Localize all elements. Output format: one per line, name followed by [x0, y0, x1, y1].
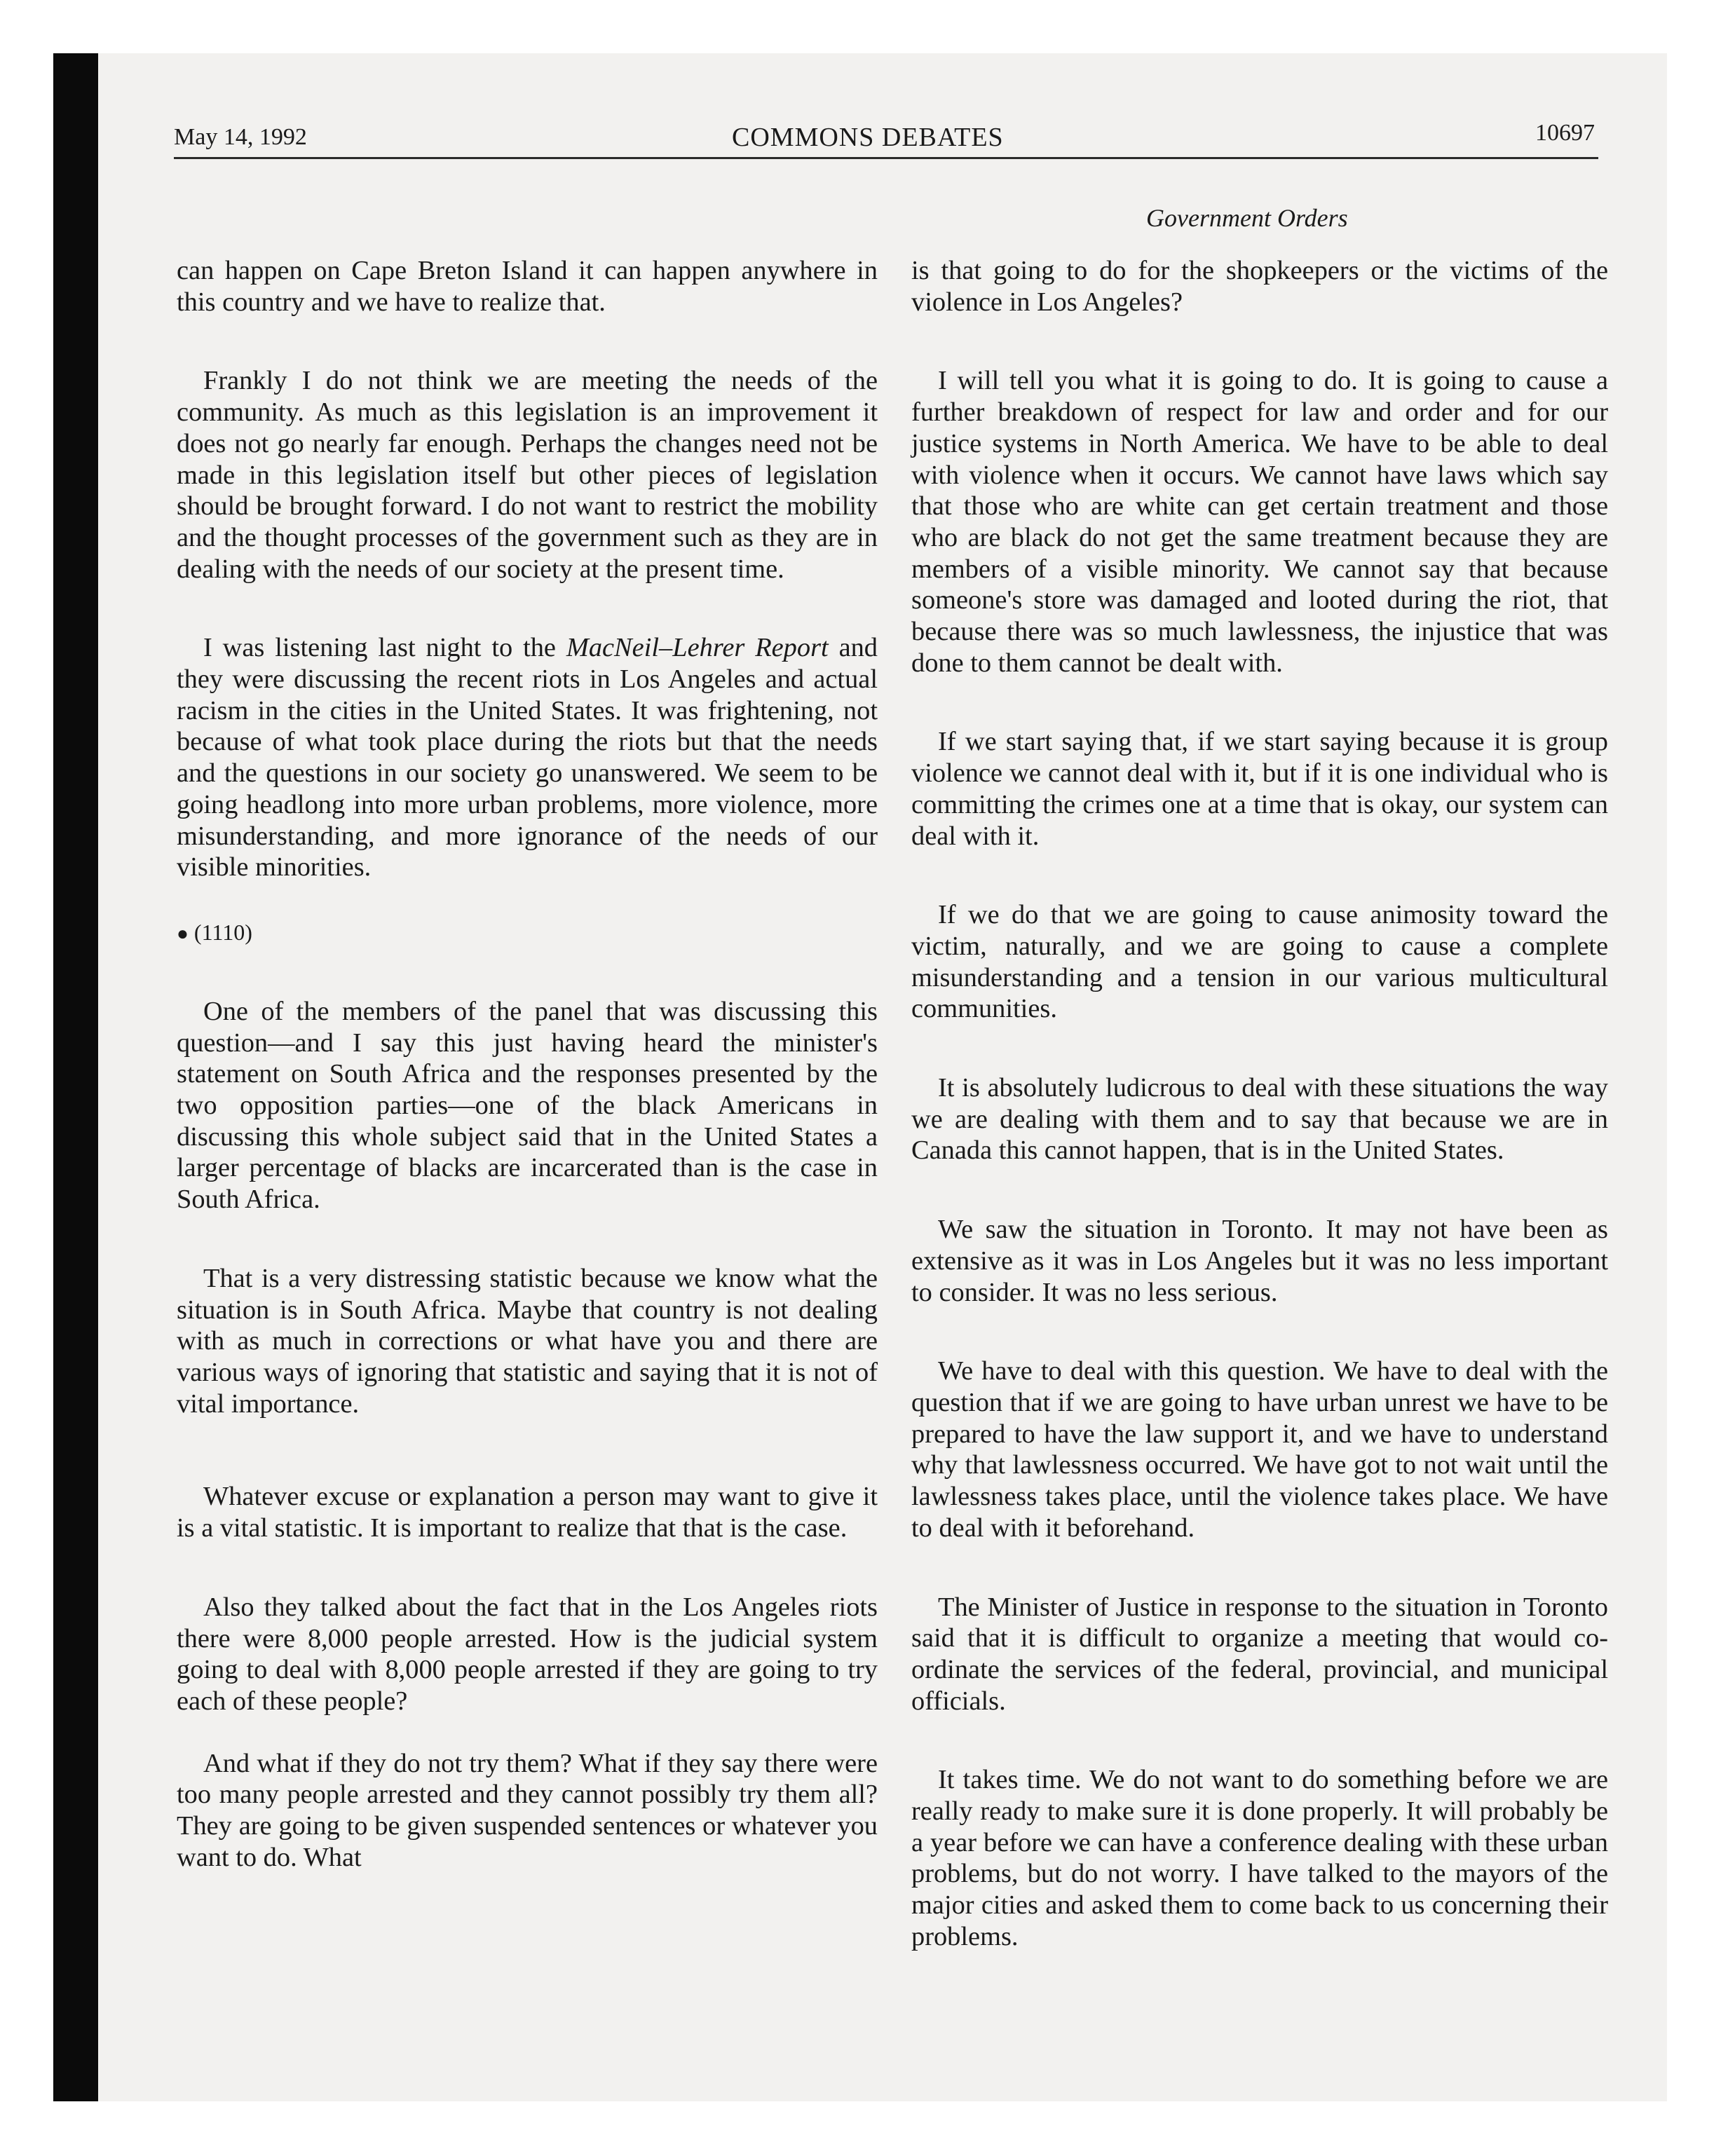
left-column	[177, 255, 878, 1873]
paragraph: If we do that we are going to cause animosity toward the victim, naturally, and we are going to cause a complete misunderstanding and a tension in our various multicultural communities.	[911, 900, 1608, 1024]
paragraph: The Minister of Justice in response to the situation in Toronto said that it is difficult to organize a meeting that would co-ordinate the services of the federal, provincial, and municipal officials.	[911, 1592, 1608, 1716]
scan-binding-edge	[53, 53, 98, 2101]
paragraph: We have to deal with this question. We have to deal with the question that if we are going to have urban unrest we have to be prepared to have the law support it, and we have to understand why that lawlessness occurred. We have got to not wait until the lawlessness takes place, until the violence takes place. We have to deal with it beforehand.	[911, 1356, 1608, 1543]
paragraph: We saw the situation in Toronto. It may not have been as extensive as it was in Los Angeles but it was no less important to consider. It was no less serious.	[911, 1215, 1608, 1307]
paragraph: And what if they do not try them? What if they say there were too many people arrested and they cannot possibly try them all? They are going to be given suspended sentences or whatever you want to do. What	[177, 1748, 878, 1872]
paragraph: That is a very distressing statistic because we know what the situation is in South Africa. Maybe that country is not dealing with as much in corrections or what have you and there are various ways of ignoring that statistic and saying that it is not of vital importance.	[177, 1263, 878, 1419]
paragraph: Frankly I do not think we are meeting the needs of the community. As much as this legislation is an improvement it does not go nearly far enough. Perhaps the changes need not be made in this legislation itself but other pieces of legislation should be brought forward. I do not want to restrict the mobility and the thought processes of the government such as they are in dealing with the needs of our society at the present time.	[177, 366, 878, 584]
bullet-icon: ●	[177, 922, 189, 945]
section-label: Government Orders	[1146, 204, 1348, 232]
paragraph: Whatever excuse or explanation a person may want to give it is a vital statistic. It is important to realize that that is the case.	[177, 1482, 878, 1543]
paragraph: is that going to do for the shopkeepers or the victims of the violence in Los Angeles?	[911, 256, 1608, 317]
paragraph: I will tell you what it is going to do. It is going to cause a further breakdown of respect for law and order and for our justice systems in North America. We have to be able to deal with violence when it occurs. We cannot have laws which say that those who are white can get certain treatment and those who are black do not get the same treatment because they are members of a visible minority. We cannot say that because someone's store was damaged and looted during the riot, that because there was so much lawlessness, the injustice that was done to them cannot be dealt with.	[911, 366, 1608, 678]
paragraph-text: I was listening last night to the	[203, 633, 566, 663]
paragraph: can happen on Cape Breton Island it can happen anywhere in this country and we have to realize that.	[177, 256, 878, 317]
paragraph: If we start saying that, if we start saying because it is group violence we cannot deal with it, but if it is one individual who is committing the crimes one at a time that is okay, our system can deal with it.	[911, 727, 1608, 851]
paragraph-text: and they were discussing the recent riots in Los Angeles and actual racism in the cities in the United States. It was frightening, not because of what took place during the riots but that the needs and the questions in our society go unanswered. We seem to be going headlong into more urban problems, more violence, more misunderstanding, and more ignorance of the needs of our visible minorities.	[177, 633, 878, 882]
time-marker	[177, 918, 878, 948]
time-marker-text: (1110)	[193, 919, 252, 945]
header-date: May 14, 1992	[174, 124, 307, 150]
paragraph: One of the members of the panel that was discussing this question—and I say this just having heard the minister's statement on South Africa and the responses presented by the two opposition parties—one of the black Americans in discussing this whole subject said that in the United States a larger percentage of blacks are incarcerated than is the case in South Africa.	[177, 996, 878, 1215]
header-rule	[174, 157, 1598, 159]
right-column	[911, 255, 1608, 1953]
header-page-number: 10697	[1535, 120, 1595, 146]
paragraph: Also they talked about the fact that in the Los Angeles riots there were 8,000 people arrested. How is the judicial system going to deal with 8,000 people arrested if they are going to try each of these people?	[177, 1592, 878, 1716]
program-title: MacNeil–Lehrer Report	[566, 633, 829, 663]
header-title: COMMONS DEBATES	[732, 123, 1004, 152]
paragraph	[177, 632, 878, 883]
paragraph: It takes time. We do not want to do something before we are really ready to make sure it is done properly. It will probably be a year before we can have a conference dealing with these urban problems, but do not worry. I have talked to the mayors of the major cities and asked them to come back to us concerning their problems.	[911, 1765, 1608, 1951]
paragraph: It is absolutely ludicrous to deal with these situations the way we are dealing with them and to say that because we are in Canada this cannot happen, that is in the United States.	[911, 1073, 1608, 1166]
